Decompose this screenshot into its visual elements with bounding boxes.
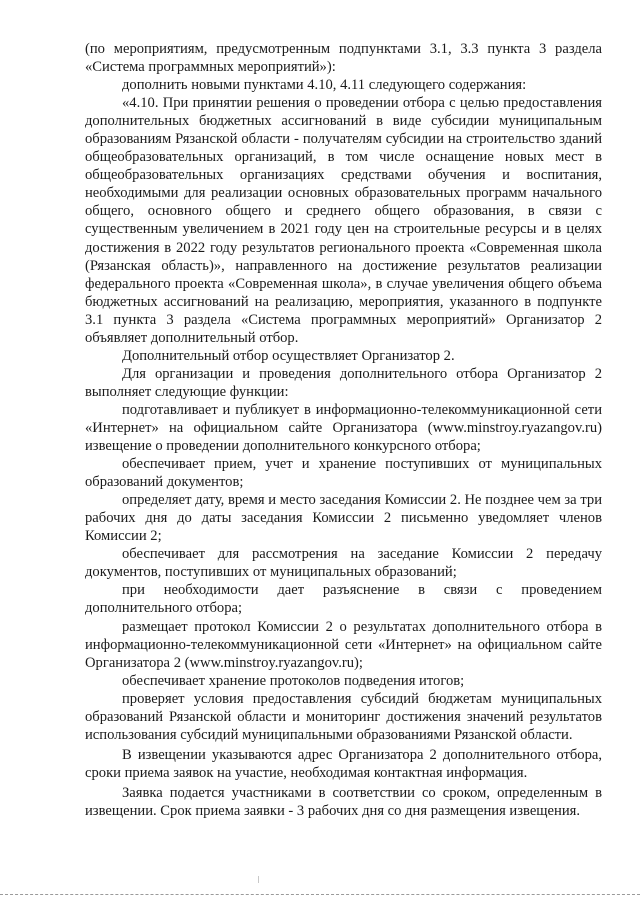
scan-speck (258, 876, 259, 883)
function-monitoring: проверяет условия предоставления субсидий бюджетам муниципальных образований Рязанской области и мониторинг достижения значений результатов использования субсидий муниципальными образованиями Рязанской области. (85, 690, 602, 743)
function-clarify: при необходимости дает разъяснение в связи с проведением дополнительного отбора; (85, 582, 602, 617)
document-body (85, 40, 602, 820)
function-receive: обеспечивает прием, учет и хранение поступивших от муниципальных образований документов; (85, 456, 602, 491)
function-publish: подготавливает и публикует в информационно-телекоммуникационной сети «Интернет» на официальном сайте Организатора (www.minstroy.ryazangov.ru) извещение о проведении дополнительного конкурсного отбора; (85, 401, 602, 455)
paragraph-intro: (по мероприятиям, предусмотренным подпунктами 3.1, 3.3 пункта 3 раздела «Система программных мероприятий»): (85, 41, 602, 76)
paragraph-application: Заявка подается участниками в соответствии со сроком, определенным в извещении. Срок приема заявки - 3 рабочих дня со дня размещения извещения. (85, 784, 602, 819)
paragraph-notice: В извещении указываются адрес Организатора 2 дополнительного отбора, сроки приема заявок на участие, необходимая контактная информация. (85, 746, 602, 781)
paragraph-organizer: Дополнительный отбор осуществляет Организатор 2. (122, 347, 455, 364)
function-schedule: определяет дату, время и место заседания Комиссии 2. Не позднее чем за три рабочих дня до даты заседания Комиссии 2 письменно уведомляет членов Комиссии 2; (85, 492, 602, 545)
function-protocol: размещает протокол Комиссии 2 о результатах дополнительного отбора в информационно-телекоммуникационной сети «Интернет» на официальном сайте Организатора 2 (www.minstroy.ryazangov.ru); (85, 618, 602, 671)
paragraph-amend: дополнить новыми пунктами 4.10, 4.11 следующего содержания: (122, 77, 527, 94)
paragraph-functions: Для организации и проведения дополнительного отбора Организатор 2 выполняет следующие функции: (85, 365, 602, 400)
function-storage: обеспечивает хранение протоколов подведения итогов; (122, 672, 465, 689)
function-transfer: обеспечивает для рассмотрения на заседание Комиссии 2 передачу документов, поступивших от муниципальных образований; (85, 546, 602, 581)
paragraph-4-10: «4.10. При принятии решения о проведении отбора с целью предоставления дополнительных бюджетных ассигнований в виде субсидии муниципальным образованиям Рязанской области - получателям субсидии на строительство зданий общеобразовательных организаций, в том числе оснащение новых мест в общеобразовательных организациях средствами обучения и воспитания, необходимыми для реализации основных образовательных программ начального общего, основного общего и среднего общего образования, в связи с существенным увеличением в 2021 году цен на строительные ресурсы и в целях достижения в 2022 году результатов регионального проекта «Современная школа (Рязанская область)», направленного на достижение результатов реализации федерального проекта «Современная школа», в случае увеличения общего объема бюджетных ассигнований на реализацию, мероприятия, указанного в подпункте 3.1 пункта 3 раздела «Система программных мероприятий» Организатор 2 объявляет дополнительный отбор. (85, 95, 602, 346)
page-bottom-edge (0, 894, 640, 896)
